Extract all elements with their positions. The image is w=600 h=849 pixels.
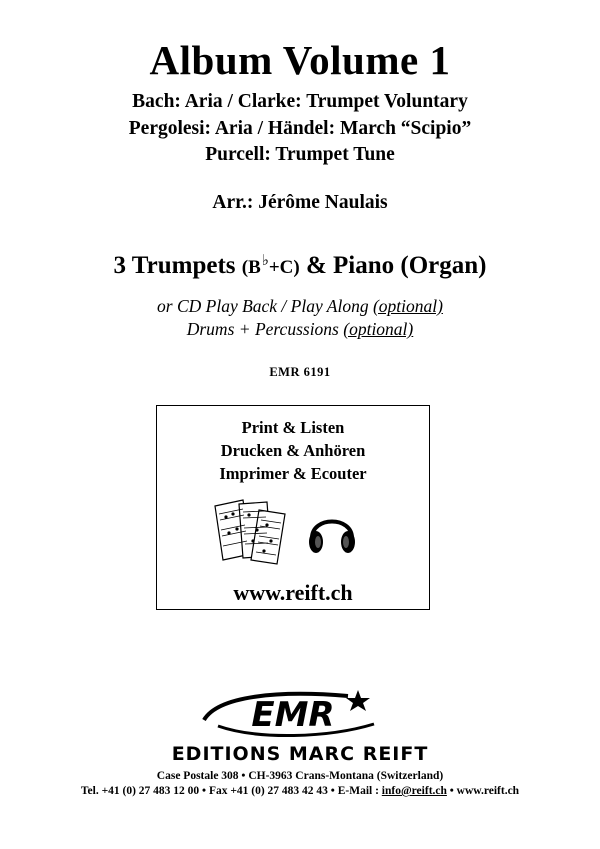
instrumentation <box>0 252 600 280</box>
option-line-1-text: or CD Play Back / Play Along <box>157 296 369 316</box>
emr-logo <box>198 686 388 746</box>
instrumentation-key-open: (B <box>241 257 261 278</box>
piece-line-2: Pergolesi: Aria / Händel: March “Scipio” <box>128 118 472 139</box>
box-line-english: Print & Listen <box>241 418 345 437</box>
box-line-german: Drucken & Anhören <box>220 441 366 460</box>
instrumentation-rest: & Piano (Organ) <box>305 252 487 279</box>
album-title: Album Volume 1 <box>149 37 451 83</box>
arranger: Arr.: Jérôme Naulais <box>212 192 388 213</box>
catalog-code: EMR 6191 <box>269 365 331 379</box>
contact-phone-fax: Tel. +41 (0) 27 483 12 00 • Fax +41 (0) 27 483 42 43 • E-Mail : <box>80 785 382 797</box>
svg-text:EMR: EMR <box>251 695 335 735</box>
publisher-name: EDITIONS MARC REIFT <box>171 743 429 765</box>
option-line-2 <box>0 319 600 340</box>
option-line-1-optional: (optional) <box>372 296 443 316</box>
instrumentation-main: 3 Trumpets <box>113 252 236 279</box>
email-link[interactable]: info@reift.ch <box>381 785 447 797</box>
option-line-2-optional: (optional) <box>343 319 414 339</box>
box-line-french: Imprimer & Ecouter <box>219 464 367 483</box>
option-line-2-text: Drums + Percussions <box>186 319 339 339</box>
print-listen-box <box>156 405 430 610</box>
contact-website: • www.reift.ch <box>446 785 520 797</box>
piece-line-1: Bach: Aria / Clarke: Trumpet Voluntary <box>132 91 468 112</box>
option-line-1 <box>0 296 600 317</box>
flat-icon: ♭ <box>261 251 269 269</box>
headphones-icon <box>304 504 360 560</box>
box-website: www.reift.ch <box>233 580 353 605</box>
sheet-music-icon <box>209 496 289 566</box>
publisher-contact <box>0 785 600 797</box>
publisher-address: Case Postale 308 • CH-3963 Crans-Montana (Switzerland) <box>156 770 444 782</box>
instrumentation-key-rest: +C) <box>268 257 300 278</box>
piece-line-3: Purcell: Trumpet Tune <box>205 144 395 165</box>
